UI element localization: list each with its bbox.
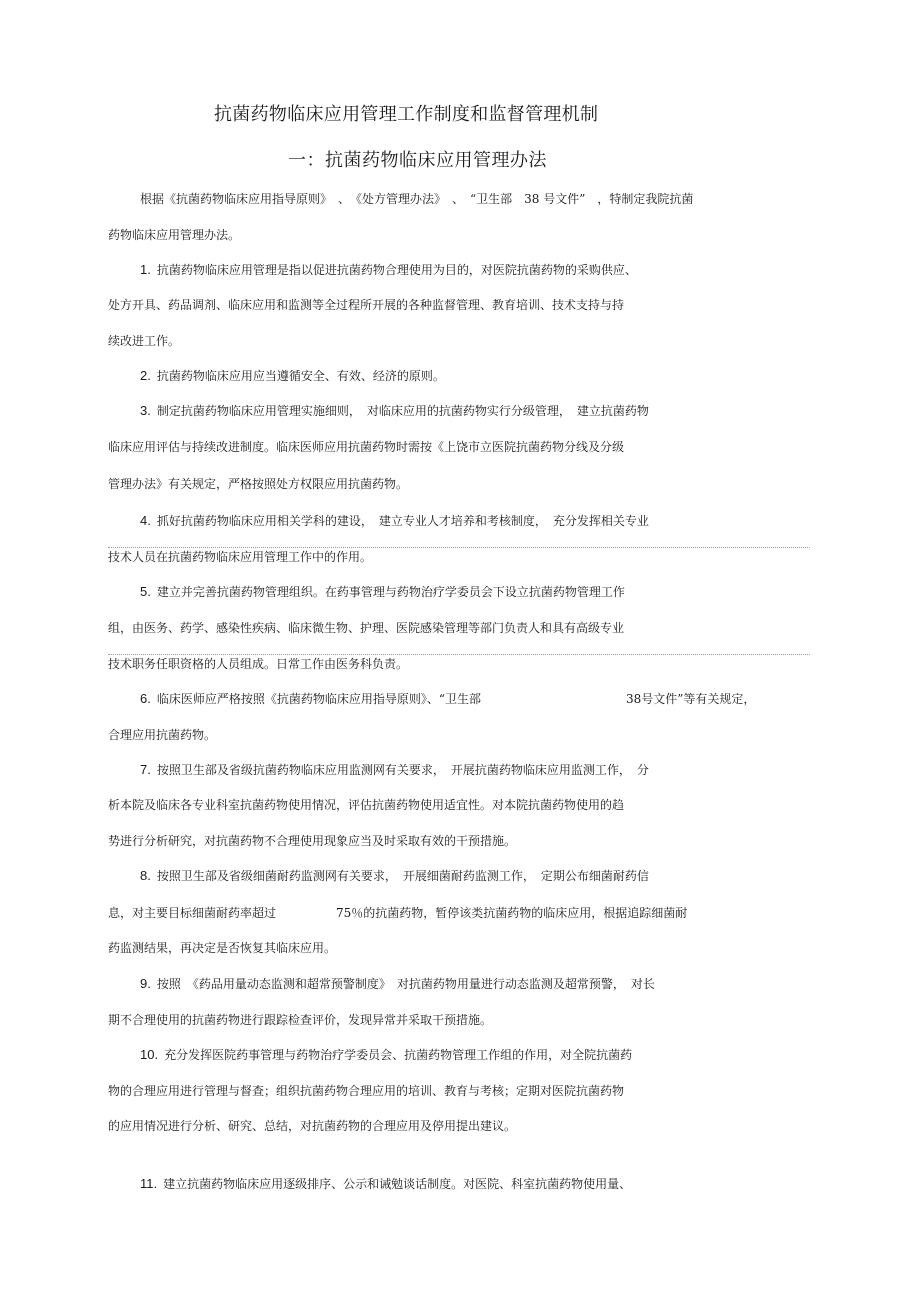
item-text: 建立抗菌药物临床应用逐级排序、公示和诫勉谈话制度。对医院、科室抗菌药物使用量、 [163, 1177, 632, 1191]
item-10-first-line [140, 1047, 632, 1063]
item-3-first-line [140, 403, 649, 419]
item-number: 7. [140, 762, 151, 777]
item-1-first-line [140, 262, 637, 278]
item-text: 按照 《药品用量动态监测和超常预警制度》 对抗菌药物用量进行动态监测及超常预警， 对长 [156, 977, 655, 991]
item-number: 1. [140, 262, 151, 277]
item-text: 按照卫生部及省级细菌耐药监测网有关要求， 开展细菌耐药监测工作， 定期公布细菌耐药信 [156, 869, 649, 883]
item-6-first-line [140, 691, 481, 707]
item-7-line-2: 析本院及临床各专业科室抗菌药物使用情况，评估抗菌药物使用适宜性。对本院抗菌药物使用的趋 [108, 798, 625, 812]
item-number: 4. [140, 513, 151, 528]
item-5-first-line [140, 584, 625, 600]
item-6-line-2: 合理应用抗菌药物。 [108, 728, 217, 742]
divider-line [108, 547, 810, 548]
item-9-line-2: 期不合理使用的抗菌药物进行跟踪检查评价，发现异常并采取干预措施。 [108, 1013, 493, 1027]
item-11-first-line [140, 1176, 631, 1192]
intro-line-2: 药物临床应用管理办法。 [108, 228, 241, 242]
item-text: 临床医师应严格按照《抗菌药物临床应用指导原则》、“卫生部 [156, 692, 481, 706]
item-8-line-2-continued: 75％的抗菌药物，暂停该类抗菌药物的临床应用，根据追踪细菌耐 [336, 906, 688, 920]
item-3-line-3: 管理办法》有关规定，严格按照处方权限应用抗菌药物。 [108, 477, 409, 491]
item-3-line-2: 临床应用评估与持续改进制度。临床医师应用抗菌药物时需按《上饶市立医院抗菌药物分线及分级 [108, 440, 625, 454]
item-text: 抓好抗菌药物临床应用相关学科的建设， 建立专业人才培养和考核制度， 充分发挥相关专业 [156, 514, 649, 528]
item-4-line-2: 技术人员在抗菌药物临床应用管理工作中的作用。 [108, 550, 373, 564]
item-text: 按照卫生部及省级抗菌药物临床应用监测网有关要求， 开展抗菌药物临床应用监测工作， 分 [156, 763, 649, 777]
item-10-line-2: 物的合理应用进行管理与督查；组织抗菌药物合理应用的培训、教育与考核；定期对医院抗菌药物 [108, 1084, 625, 1098]
item-10-line-3: 的应用情况进行分析、研究、总结，对抗菌药物的合理应用及停用提出建议。 [108, 1119, 517, 1133]
divider-line [108, 654, 810, 655]
intro-line-1: 根据《抗菌药物临床应用指导原则》 、 《处方管理办法》 、 “卫生部 38 号文件” ，特制定我院抗菌 [140, 192, 694, 206]
item-text: 充分发挥医院药事管理与药物治疗学委员会、抗菌药物管理工作组的作用，对全院抗菌药 [164, 1048, 633, 1062]
item-text: 建立并完善抗菌药物管理组织。在药事管理与药物治疗学委员会下设立抗菌药物管理工作 [156, 585, 625, 599]
item-number: 8. [140, 868, 151, 883]
item-8-line-2: 息，对主要目标细菌耐药率超过 [108, 906, 277, 920]
item-8-first-line [140, 868, 649, 884]
item-number: 11. [140, 1176, 158, 1191]
item-4-first-line [140, 513, 649, 529]
item-2-first-line [140, 368, 445, 384]
item-number: 5. [140, 584, 151, 599]
item-6-first-line-tail: 38号文件”等有关规定， [626, 692, 756, 706]
item-number: 9. [140, 976, 151, 991]
item-1-line-2: 处方开具、药品调剂、临床应用和监测等全过程所开展的各种监督管理、教育培训、技术支持与持 [108, 298, 625, 312]
item-number: 10. [140, 1047, 159, 1062]
item-number: 3. [140, 403, 151, 418]
item-5-line-3: 技术职务任职资格的人员组成。日常工作由医务科负责。 [108, 657, 409, 671]
item-8-line-3: 药监测结果，再决定是否恢复其临床应用。 [108, 941, 337, 955]
item-text: 制定抗菌药物临床应用管理实施细则， 对临床应用的抗菌药物实行分级管理， 建立抗菌药物 [156, 404, 649, 418]
item-9-first-line [140, 976, 655, 992]
item-number: 2. [140, 368, 151, 383]
section-heading: 一：抗菌药物临床应用管理办法 [288, 150, 547, 171]
item-7-first-line [140, 762, 649, 778]
document-title: 抗菌药物临床应用管理工作制度和监督管理机制 [214, 104, 599, 125]
item-1-line-3: 续改进工作。 [108, 334, 181, 348]
item-number: 6. [140, 691, 151, 706]
item-text: 抗菌药物临床应用应当遵循安全、有效、经济的原则。 [156, 369, 445, 383]
item-7-line-3: 势进行分析研究，对抗菌药物不合理使用现象应当及时采取有效的干预措施。 [108, 834, 517, 848]
item-text: 抗菌药物临床应用管理是指以促进抗菌药物合理使用为目的，对医院抗菌药物的采购供应、 [156, 263, 637, 277]
item-5-line-2: 组，由医务、药学、感染性疾病、临床微生物、护理、医院感染管理等部门负责人和具有高级专业 [108, 621, 625, 635]
